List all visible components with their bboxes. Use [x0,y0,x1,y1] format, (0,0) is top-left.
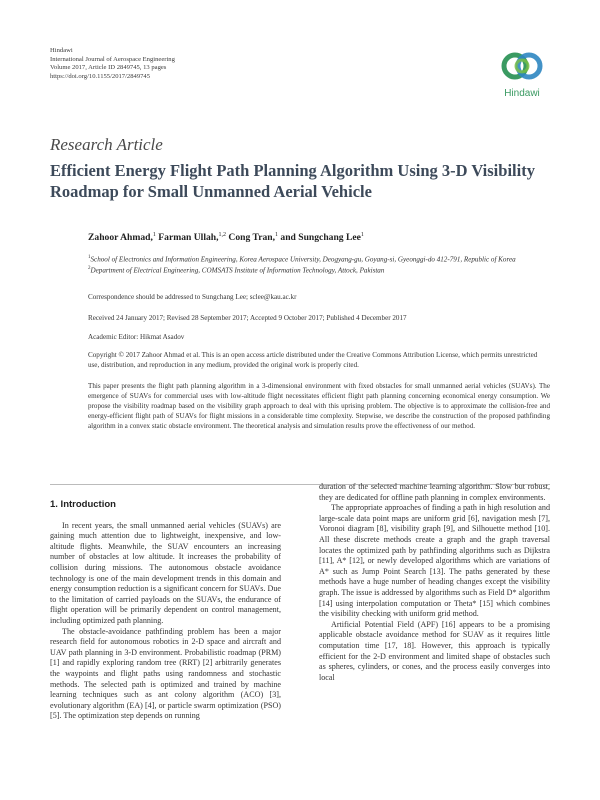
publisher-name: Hindawi [50,47,73,54]
paragraph: duration of the selected machine learning algorithm. Slow but robust, they are dedicated for offline path planning in complex environments. [319,482,550,502]
affiliation-sup: 2 [88,266,91,272]
author-name: and Sungchang Lee [280,232,361,244]
journal-header [50,47,175,81]
hindawi-logo [497,46,547,106]
paper-title: Efficient Energy Flight Path Planning Algorithm Using 3-D Visibility Roadmap for Small Unmanned Aerial Vehicle [50,161,535,201]
article-type: Research Article [50,135,163,154]
author-affil-sup: 1 [152,232,156,238]
volume-info: Volume 2017, Article ID 2849745, 13 pages [50,64,167,72]
journal-name: International Journal of Aerospace Engineering [50,55,175,63]
left-column [50,500,281,722]
paragraph: In recent years, the small unmanned aerial vehicles (SUAVs) are gaining much attention due to lightweight, inexpensive, and low-altitude flights. Meanwhile, the SUAV encounters an increasing number of obstacles at low altitude. It increases the probability of collision during missions. The autonomous obstacle avoidance technology is one of the main development trends in this domain and energy consumption reduction is a significant concern for SUAVs. Due to the limitation of carried payloads on the SUAVs, the endurance of flight operation will be primarily dependent on control management, including optimized path planning. [50,520,281,625]
paragraph: Artificial Potential Field (APF) [16] appears to be a promising applicable obstacle avoidance method for SUAV as it requires little computation time [17, 18]. However, this approach is typically efficient for the 2-D environment and limited shape of obstacles such as spheres, cylinders, or cones, and the process easily converges into local [319,619,550,682]
abstract: This paper presents the flight path planning algorithm in a 3-dimensional environment with fixed obstacles for small unmanned aerial vehicles (SUAVs). The emergence of SUAVs for commercial uses with low-altitude flight necessitates efficient flight path planning concerning economical energy consumption. We propose the visibility roadmap based on the visibility graph approach to deal with this uprising problem. The objective is to approximate the collision-free and energy-efficient flight path of SUAVs for flight missions in a considerable time complexity. Stepwise, we describe the construction of the proposed pathfinding algorithm in a convex static obstacle environment. The theoretical analysis and simulation results prove the effectiveness of our method. [88,382,550,430]
paragraph: The appropriate approaches of finding a path in high resolution and large-scale data point maps are uniform grid [6], navigation mesh [7], Voronoi diagram [8], visibility graph [9], and Silhouette method [10]. All these discrete methods create a graph and the graph traversal locates the optimized path by pathfinding algorithms such as Dijkstra [11], A* [12], or newly developed algorithms which are variations of A* such as Jump Point Search [13]. The paths generated by these methods have a huge number of heading changes except the visibility graph. The issue is addressed by algorithms such as Field D* algorithm [14] using interpolation computation or Theta* [15] which combines the visibility checking with uniform grid method. [319,503,550,619]
author-name: Zahoor Ahmad, [88,232,153,244]
author-affil-sup: 1 [274,232,278,238]
affiliation-text: Department of Electrical Engineering, COMSATS Institute of Information Technology, Attock, Pakistan [90,266,385,275]
affiliation-text: School of Electronics and Information Engineering, Korea Aerospace University, Deogyang-gu, Goyang-si, Gyeonggi-do 412-791, Republic of Korea [90,255,516,264]
author-affil-sup: 1,2 [218,232,227,238]
affiliation-item [88,264,548,275]
affiliation-item [88,253,548,264]
dates: Received 24 January 2017; Revised 28 September 2017; Accepted 9 October 2017; Published 4 December 2017 [88,314,407,322]
right-column [319,482,550,683]
section-heading: 1. Introduction [50,499,116,510]
copyright-notice: Copyright © 2017 Zahoor Ahmad et al. This is an open access article distributed under the Creative Commons Attribution License, which permits unrestricted use, distribution, and reproduction in any medium, provided the original work is properly cited. [88,351,538,369]
affiliations [88,253,548,276]
affiliation-sup: 1 [88,255,91,260]
author-list [88,232,364,243]
author-name: Farman Ullah, [158,232,219,244]
doi-link[interactable]: https://doi.org/10.1155/2017/2849745 [50,72,151,80]
author-name: Cong Tran, [228,232,275,244]
correspondence: Correspondence should be addressed to Sungchang Lee; sclee@kau.ac.kr [88,293,297,301]
academic-editor: Academic Editor: Hikmat Asadov [88,333,185,341]
author-affil-sup: 1 [360,232,364,238]
paragraph: The obstacle-avoidance pathfinding problem has been a major research field for autonomous robotics in 2-D space and aircraft and UAV path planning in 3-D environment. Probabilistic roadmap (PRM) [1] and rapidly exploring random tree (RRT) [2] arbitrarily generates the waypoints and flight paths using randomness and stochastic methods. The selected path is optimized and trained by machine learning techniques such as ant colony algorithm (ACO) [3], evolutionary algorithm (EA) [4], or particle swarm optimization (PSO) [5]. The optimization step depends on running [50,626,281,721]
logo-wordmark: Hindawi [504,88,540,99]
hindawi-logo-icon [497,46,547,88]
